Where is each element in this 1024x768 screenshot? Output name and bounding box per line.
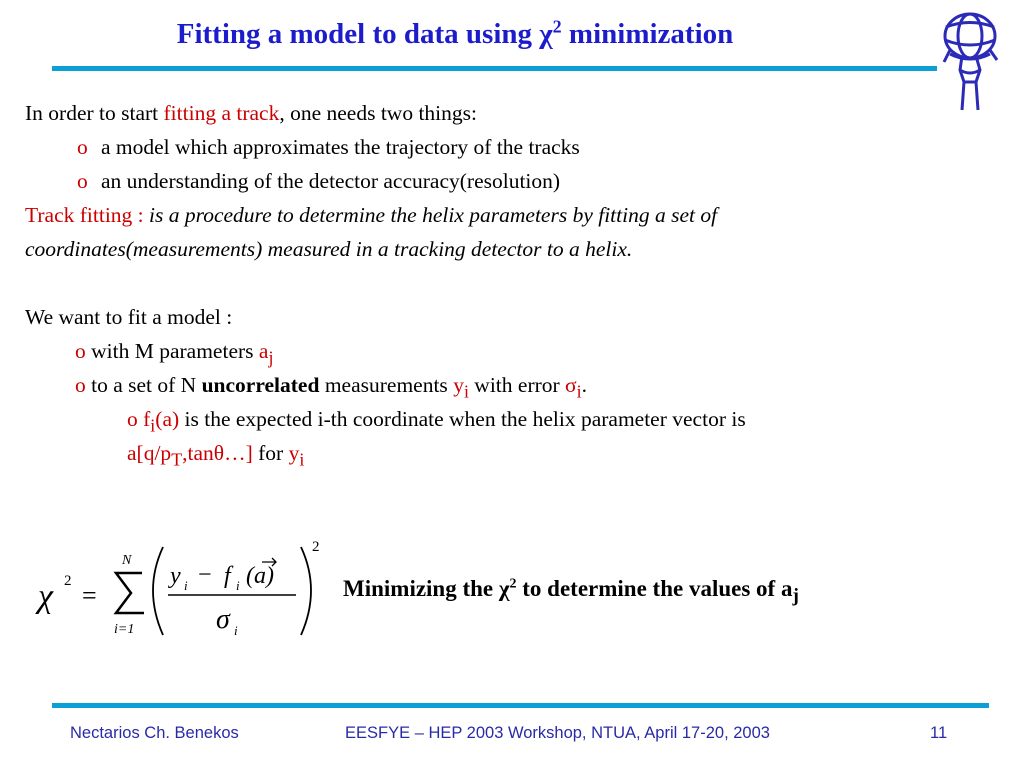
list-item-params: o with M parameters $a_j$ bbox=[75, 339, 274, 368]
eq-num-y: y bbox=[170, 563, 181, 589]
eq-den-sigma: σ bbox=[216, 604, 230, 635]
eq-sum-sign bbox=[116, 573, 144, 613]
eq-num-f-sub: i bbox=[236, 578, 240, 593]
footer-page-number: 11 bbox=[930, 724, 948, 742]
definition-line-2: coordinates(measurements) measured in a tracking detector to a helix. bbox=[25, 237, 633, 261]
eq-den-sub: i bbox=[234, 623, 238, 638]
eq-chi: χ bbox=[38, 578, 53, 615]
list-item-accuracy: o an understanding of the detector accuracy(resolution) bbox=[77, 169, 561, 193]
list-item-measurements: o to a set of N uncorrelated measurements $y_i$ with error $\sigma_i$. bbox=[75, 373, 587, 402]
equation-caption: Minimizing the $\chi^2$ to determine the values of $a_j$ bbox=[343, 576, 799, 607]
footer-event: EESFYE – HEP 2003 Workshop, NTUA, April 17-20, 2003 bbox=[345, 724, 770, 742]
eq-sum-lower: i=1 bbox=[114, 622, 135, 637]
eq-sum-upper: N bbox=[122, 553, 132, 568]
eq-right-paren bbox=[301, 547, 311, 635]
eq-chi-exp: 2 bbox=[64, 573, 72, 589]
want-line: We want to fit a model : bbox=[25, 305, 233, 329]
footer-author: Nectarios Ch. Benekos bbox=[70, 724, 239, 742]
eq-num-a: (a) bbox=[246, 563, 274, 589]
list-item-expected: o $f_i(a)$ is the expected i-th coordinate when the helix parameter vector is bbox=[127, 407, 746, 436]
list-item-model: o a model which approximates the trajectory of the tracks bbox=[77, 135, 580, 159]
eq-equals: = bbox=[82, 581, 97, 610]
title-divider bbox=[52, 66, 937, 71]
definition-line-1: Track fitting : is a procedure to determine the helix parameters by fitting a set of bbox=[25, 203, 718, 227]
list-item-expected-cont: $a[q/p_T,\tan\theta\dots]$ for $y_i$ bbox=[127, 441, 305, 470]
slide-title: Fitting a model to data using $\chi^2$ minimization bbox=[176, 16, 734, 50]
eq-left-paren bbox=[153, 547, 163, 635]
eq-minus: − bbox=[198, 562, 212, 588]
footer-divider bbox=[52, 703, 989, 708]
eq-outer-exp: 2 bbox=[312, 539, 320, 555]
eq-num-f: f bbox=[224, 563, 231, 589]
chi-square-equation bbox=[30, 535, 330, 645]
eq-num-y-sub: i bbox=[184, 578, 188, 593]
intro-line: In order to start fitting a track, one needs two things: bbox=[25, 101, 478, 125]
slide-body bbox=[25, 96, 975, 470]
